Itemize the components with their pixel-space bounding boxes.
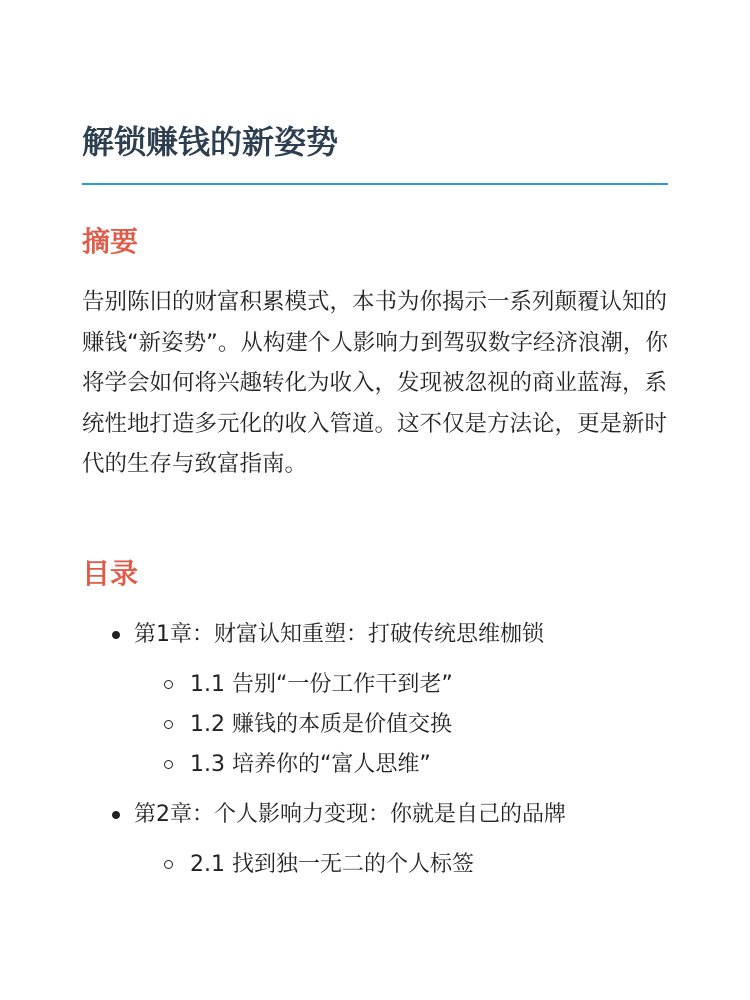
summary-paragraph: 告别陈旧的财富积累模式，本书为你揭示一系列颠覆认知的赚钱“新姿势”。从构建个人影响力到驾驭数字经济浪潮，你将学会如何将兴趣转化为收入，发现被忽视的商业蓝海，系统性地打造多元化的收入管道。这不仅是方法论，更是新时代的生存与致富指南。 — [82, 289, 668, 477]
toc-section-label: 2.1 找到独一无二的个人标签 — [190, 852, 474, 877]
toc-section-1-2 — [134, 705, 682, 745]
toc-chapter-2-sections — [134, 845, 682, 885]
filled-bullet-icon — [112, 811, 120, 819]
table-of-contents — [82, 615, 682, 885]
toc-section-label: 1.3 培养你的“富人思维” — [190, 752, 431, 777]
summary-heading: 摘要 — [82, 225, 139, 258]
hollow-bullet-icon — [164, 760, 173, 769]
hollow-bullet-icon — [164, 720, 173, 729]
toc-chapter-label: 第2章：个人影响力变现：你就是自己的品牌 — [134, 802, 566, 827]
hollow-bullet-icon — [164, 860, 173, 869]
toc-section-label: 1.1 告别“一份工作干到老” — [190, 672, 453, 697]
title-divider — [82, 183, 668, 185]
toc-chapter-1 — [82, 615, 682, 785]
toc-heading: 目录 — [82, 557, 139, 590]
toc-section-label: 1.2 赚钱的本质是价值交换 — [190, 712, 452, 737]
toc-section-2-1 — [134, 845, 682, 885]
filled-bullet-icon — [112, 631, 120, 639]
toc-chapter-1-sections — [134, 665, 682, 785]
hollow-bullet-icon — [164, 680, 173, 689]
document-title: 解锁赚钱的新姿势 — [82, 123, 339, 161]
toc-section-1-3 — [134, 745, 682, 785]
toc-chapter-2 — [82, 795, 682, 885]
toc-chapter-label: 第1章：财富认知重塑：打破传统思维枷锁 — [134, 622, 544, 647]
toc-section-1-1 — [134, 665, 682, 705]
